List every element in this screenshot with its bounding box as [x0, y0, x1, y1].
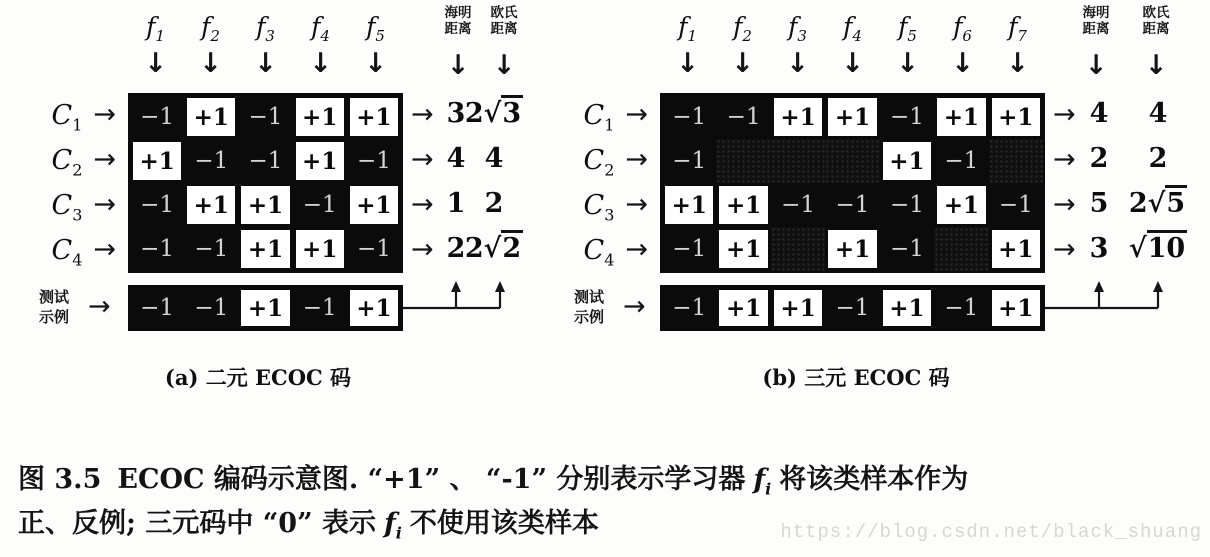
- right-arrow-icon: →: [623, 291, 646, 322]
- code-cell: +1: [130, 139, 184, 183]
- code-cell: −1: [293, 183, 347, 227]
- down-arrow-icon: ↓: [364, 48, 387, 79]
- code-matrix: [128, 93, 403, 273]
- class-name: $C_2$: [51, 145, 83, 180]
- classifier-label: $f_7$: [1008, 12, 1027, 45]
- euclidean-value: 2√2: [449, 233, 539, 264]
- class-name: $C_3$: [51, 190, 83, 225]
- caption-text: ECOC 编码示意图. “+1” 、 “-1” 分别表示学习器: [117, 464, 746, 495]
- classifier-label: $f_5$: [898, 12, 917, 45]
- test-code-row: [128, 285, 403, 331]
- down-arrow-icon: ↓: [951, 48, 974, 79]
- caption-math-fi: $f_i$: [384, 508, 402, 543]
- watermark-url: https://blog.csdn.net/black_shuang: [780, 521, 1202, 543]
- class-row-label: [0, 186, 116, 226]
- right-arrow-icon: →: [411, 188, 434, 220]
- right-arrow-icon: →: [1053, 143, 1076, 175]
- down-arrow-icon: ↓: [1084, 50, 1108, 81]
- code-cell: −1: [771, 183, 825, 227]
- class-name: $C_1$: [51, 100, 83, 135]
- down-arrow-icon: ↓: [309, 48, 332, 79]
- hamming-value: 3: [1089, 232, 1109, 264]
- euclidean-value: 4: [484, 142, 504, 174]
- euclidean-value: 2: [1148, 142, 1168, 174]
- hamming-value: 3: [446, 97, 466, 129]
- code-cell: +1: [184, 183, 238, 227]
- hamming-value: 4: [446, 142, 466, 174]
- right-arrow-icon: →: [411, 98, 434, 130]
- figure-number: 图 3.5: [18, 464, 102, 495]
- class-name: $C_4$: [51, 235, 83, 270]
- code-cell: +1: [934, 95, 988, 139]
- figure-caption-line2: [18, 501, 607, 543]
- down-arrow-icon: ↓: [731, 48, 754, 79]
- class-name: $C_3$: [583, 190, 615, 225]
- code-cell: −1: [825, 287, 879, 329]
- hamming-distance-header: 海明 距离: [1082, 5, 1110, 37]
- code-cell: +1: [293, 95, 347, 139]
- down-arrow-icon: ↓: [1006, 48, 1029, 79]
- down-arrow-icon: ↓: [841, 48, 864, 79]
- code-cell: +1: [716, 227, 770, 271]
- class-row-label: [508, 231, 648, 271]
- code-cell: +1: [293, 139, 347, 183]
- hamming-distance-header: 海明 距离: [444, 5, 472, 37]
- code-cell: −1: [934, 139, 988, 183]
- code-matrix: [660, 93, 1045, 273]
- code-cell: [771, 227, 825, 271]
- right-arrow-icon: →: [1053, 98, 1076, 130]
- code-cell: −1: [880, 183, 934, 227]
- down-arrow-icon: ↓: [254, 48, 277, 79]
- code-cell: −1: [880, 95, 934, 139]
- test-row-label: 测试 示例: [38, 289, 69, 326]
- class-name: $C_4$: [583, 235, 615, 270]
- class-name: $C_2$: [583, 145, 615, 180]
- class-row-label: [508, 141, 648, 181]
- code-cell: +1: [989, 287, 1043, 329]
- code-cell: −1: [662, 139, 716, 183]
- classifier-label: $f_3$: [256, 12, 275, 45]
- class-row-label: [508, 96, 648, 136]
- figure-caption-line1: [18, 457, 976, 499]
- connector-arrows-icon: [403, 281, 510, 313]
- right-arrow-icon: →: [625, 234, 648, 266]
- code-cell: −1: [130, 183, 184, 227]
- classifier-label: $f_2$: [733, 12, 752, 45]
- code-cell: +1: [293, 227, 347, 271]
- euclidean-value: 2: [484, 187, 504, 219]
- classifier-label: $f_1$: [146, 12, 165, 45]
- down-arrow-icon: ↓: [786, 48, 809, 79]
- code-cell: −1: [989, 183, 1043, 227]
- right-arrow-icon: →: [625, 144, 648, 176]
- hamming-value: 5: [1089, 187, 1109, 219]
- classifier-label: $f_4$: [843, 12, 862, 45]
- code-cell: −1: [293, 287, 347, 329]
- euclidean-value: 4: [1148, 97, 1168, 129]
- class-row-label: [0, 141, 116, 181]
- hamming-value: 2: [1089, 142, 1109, 174]
- code-cell: +1: [880, 287, 934, 329]
- right-arrow-icon: →: [93, 144, 116, 176]
- code-cell: −1: [238, 139, 292, 183]
- down-arrow-icon: ↓: [446, 50, 470, 81]
- down-arrow-icon: ↓: [1144, 50, 1168, 81]
- right-arrow-icon: →: [88, 291, 111, 322]
- code-cell: [771, 139, 825, 183]
- caption-text: 正、反例; 三元码中 “0” 表示: [18, 508, 377, 539]
- code-cell: +1: [662, 183, 716, 227]
- code-cell: −1: [662, 95, 716, 139]
- code-cell: −1: [934, 287, 988, 329]
- code-cell: −1: [662, 287, 716, 329]
- euclidean-distance-header: 欧氏 距离: [1142, 5, 1170, 37]
- caption-text: 将该类样本作为: [779, 464, 969, 495]
- right-arrow-icon: →: [411, 143, 434, 175]
- code-cell: −1: [130, 287, 184, 329]
- code-cell: +1: [771, 287, 825, 329]
- code-cell: [989, 139, 1043, 183]
- code-cell: +1: [934, 183, 988, 227]
- subfigure-caption: (b) 三元 ECOC 码: [762, 365, 950, 390]
- test-row-label: 测试 示例: [573, 289, 604, 326]
- caption-text: 不使用该类样本: [409, 508, 599, 539]
- code-cell: −1: [184, 227, 238, 271]
- code-cell: −1: [880, 227, 934, 271]
- code-cell: +1: [347, 95, 401, 139]
- code-cell: +1: [238, 183, 292, 227]
- right-arrow-icon: →: [625, 99, 648, 131]
- code-cell: −1: [662, 227, 716, 271]
- connector-arrows-icon: [1045, 281, 1168, 313]
- down-arrow-icon: ↓: [896, 48, 919, 79]
- right-arrow-icon: →: [93, 189, 116, 221]
- code-cell: −1: [130, 95, 184, 139]
- code-cell: −1: [716, 95, 770, 139]
- classifier-label: $f_1$: [678, 12, 697, 45]
- classifier-label: $f_6$: [953, 12, 972, 45]
- class-row-label: [508, 186, 648, 226]
- code-cell: +1: [989, 95, 1043, 139]
- down-arrow-icon: ↓: [676, 48, 699, 79]
- right-arrow-icon: →: [93, 99, 116, 131]
- code-cell: −1: [184, 139, 238, 183]
- euclidean-distance-header: 欧氏 距离: [490, 5, 518, 37]
- code-cell: +1: [989, 227, 1043, 271]
- right-arrow-icon: →: [1053, 188, 1076, 220]
- code-cell: +1: [825, 227, 879, 271]
- code-cell: +1: [716, 183, 770, 227]
- right-arrow-icon: →: [1053, 233, 1076, 265]
- test-distance-connector: [1045, 281, 1168, 313]
- right-arrow-icon: →: [625, 189, 648, 221]
- down-arrow-icon: ↓: [199, 48, 222, 79]
- code-cell: +1: [880, 139, 934, 183]
- subfigure-caption: (a) 二元 ECOC 码: [164, 365, 352, 390]
- code-cell: [716, 139, 770, 183]
- code-cell: +1: [184, 95, 238, 139]
- code-cell: [825, 139, 879, 183]
- classifier-label: $f_4$: [311, 12, 330, 45]
- test-distance-connector: [403, 281, 510, 313]
- test-code-row: [660, 285, 1045, 331]
- code-cell: +1: [825, 95, 879, 139]
- code-cell: −1: [347, 139, 401, 183]
- class-row-label: [0, 96, 116, 136]
- class-row-label: [0, 231, 116, 271]
- right-arrow-icon: →: [411, 233, 434, 265]
- right-arrow-icon: →: [93, 234, 116, 266]
- hamming-value: 2: [446, 232, 466, 264]
- code-cell: +1: [347, 183, 401, 227]
- code-cell: −1: [347, 227, 401, 271]
- euclidean-value: 2√5: [1113, 188, 1203, 219]
- code-cell: +1: [238, 287, 292, 329]
- euclidean-value: √10: [1113, 233, 1203, 264]
- code-cell: [934, 227, 988, 271]
- code-cell: −1: [184, 287, 238, 329]
- hamming-value: 4: [1089, 97, 1109, 129]
- classifier-label: $f_2$: [201, 12, 220, 45]
- code-cell: +1: [347, 287, 401, 329]
- code-cell: +1: [238, 227, 292, 271]
- code-cell: +1: [771, 95, 825, 139]
- classifier-label: $f_3$: [788, 12, 807, 45]
- code-cell: −1: [825, 183, 879, 227]
- code-cell: −1: [238, 95, 292, 139]
- classifier-label: $f_5$: [366, 12, 385, 45]
- down-arrow-icon: ↓: [144, 48, 167, 79]
- caption-math-fi: $f_i$: [753, 464, 772, 499]
- euclidean-value: 2√3: [449, 98, 539, 129]
- hamming-value: 1: [446, 187, 466, 219]
- down-arrow-icon: ↓: [492, 50, 516, 81]
- class-name: $C_1$: [583, 100, 615, 135]
- code-cell: −1: [130, 227, 184, 271]
- code-cell: +1: [716, 287, 770, 329]
